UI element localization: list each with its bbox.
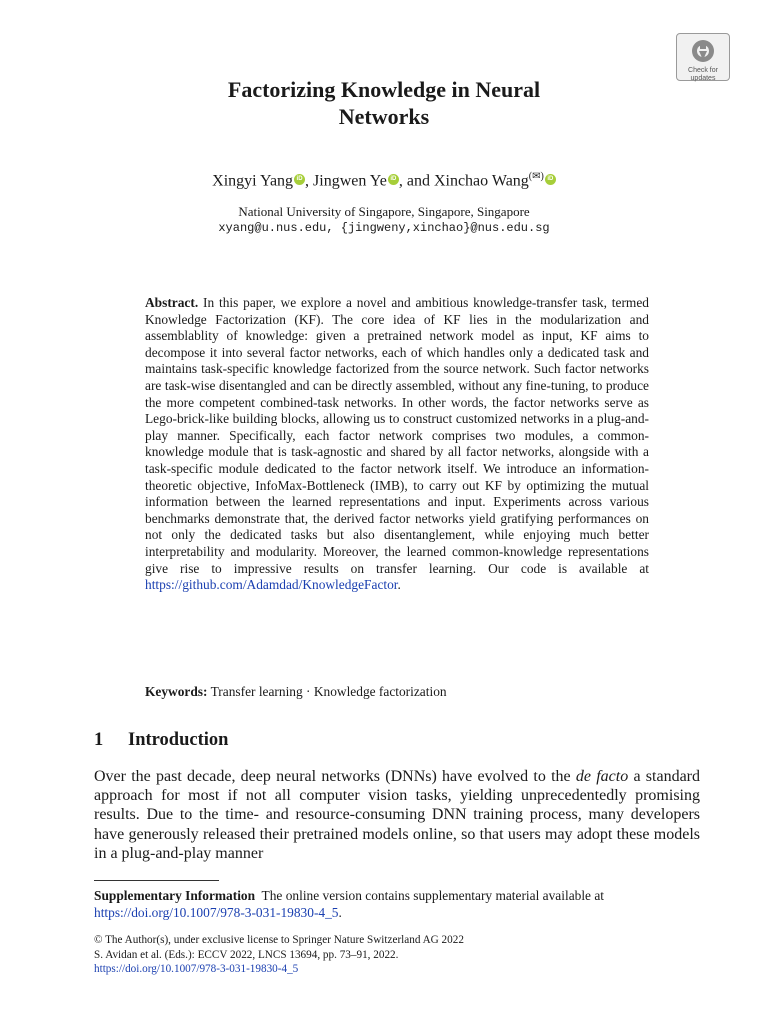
supplementary-note [94, 887, 700, 921]
paper-title [94, 76, 674, 130]
check-for-updates-badge[interactable] [676, 33, 730, 81]
supplementary-end: . [338, 905, 342, 920]
affiliation [94, 203, 674, 237]
supplementary-label: Supplementary Information [94, 888, 256, 903]
abstract [145, 295, 649, 594]
copyright-line: © The Author(s), under exclusive license to Springer Nature Switzerland AG 2022 [94, 934, 464, 946]
section-number: 1 [94, 730, 104, 750]
copyright-block [94, 933, 700, 977]
corresponding-author-mark: (✉) [528, 171, 544, 182]
keywords-label: Keywords: [145, 684, 208, 699]
code-link[interactable]: https://github.com/Adamdad/KnowledgeFactor [145, 577, 398, 593]
affiliation-emails: xyang@u.nus.edu, {jingweny,xinchao}@nus.edu.sg [218, 221, 550, 235]
section-heading [94, 728, 674, 752]
intro-emphasis: de facto [575, 768, 629, 785]
intro-paragraph [94, 767, 700, 863]
affiliation-institution: National University of Singapore, Singapore, Singapore [238, 204, 530, 219]
author-separator: , and [398, 172, 434, 190]
keywords [145, 683, 649, 700]
author-name: Xingyi Yang [212, 172, 294, 190]
supplementary-link[interactable]: https://doi.org/10.1007/978-3-031-19830-4_5 [94, 905, 339, 920]
supplementary-text: The online version contains supplementary material available at [261, 888, 605, 903]
abstract-text: In this paper, we explore a novel and ambitious knowledge-transfer task, termed Knowledge Factorization (KF). The core idea of KF lies in the modularization and assemblablity of knowledge: given a pretrained network model as input, KF aims to decompose it into several factor networks, each of which handles only a dedicated task and maintains task-specific knowledge factorized from the source network. Such factor networks are task-wise disentangled and can be directly assembled, without any fine-tuning, to produce the more competent combined-task networks. In other words, the factor networks serve as Lego-brick-like building blocks, allowing us to construct customized networks in a plug-and-play manner. Specifically, each factor network comprises two modules, a common-knowledge module that is task-agnostic and shared by all factor networks, alongside with a task-specific module dedicated to the factor network itself. We introduce an information-theoretic objective, InfoMax-Bottleneck (IMB), to carry out KF by optimizing the mutual information between the learned representations and input. Experiments across various benchmarks demonstrate that, the derived factor networks yield gratifying performances on not only the dedicated tasks but also disentanglement, while enjoying much better interpretability and modularity. Moreover, the learned common-knowledge representations give rise to impressive results on transfer learning. Our code is available at [145, 295, 649, 576]
badge-line-1: Check for [688, 67, 718, 74]
badge-line-2: updates [690, 75, 716, 82]
abstract-end: . [397, 577, 401, 593]
footnote-divider [94, 880, 219, 881]
intro-text-b: a standard approach for most if not all computer vision tasks, yielding unprecedentedly promising results. Due to the time- and resource-consuming DNN training process, many developers have generously released their pretrained models online, so that users may adopt these models in a plug-and-play manner [94, 768, 701, 862]
author-name: Jingwen Ye [313, 172, 387, 190]
author-name: Xinchao Wang [433, 172, 529, 190]
title-line-2: Networks [338, 104, 430, 129]
doi-link[interactable]: https://doi.org/10.1007/978-3-031-19830-4_5 [94, 963, 299, 975]
orcid-icon[interactable] [294, 174, 305, 185]
check-for-updates-icon [688, 38, 718, 66]
title-line-1: Factorizing Knowledge in Neural [227, 77, 541, 102]
author-separator: , [305, 172, 314, 190]
keywords-text: Transfer learning · Knowledge factorization [210, 684, 447, 699]
orcid-icon[interactable] [545, 174, 556, 185]
orcid-icon[interactable] [388, 174, 399, 185]
section-title: Introduction [128, 730, 229, 750]
citation-line: S. Avidan et al. (Eds.): ECCV 2022, LNCS 13694, pp. 73–91, 2022. [94, 948, 399, 961]
abstract-label: Abstract. [145, 295, 199, 310]
author-list [94, 167, 674, 191]
intro-text-a: Over the past decade, deep neural networks (DNNs) have evolved to the [94, 768, 576, 785]
